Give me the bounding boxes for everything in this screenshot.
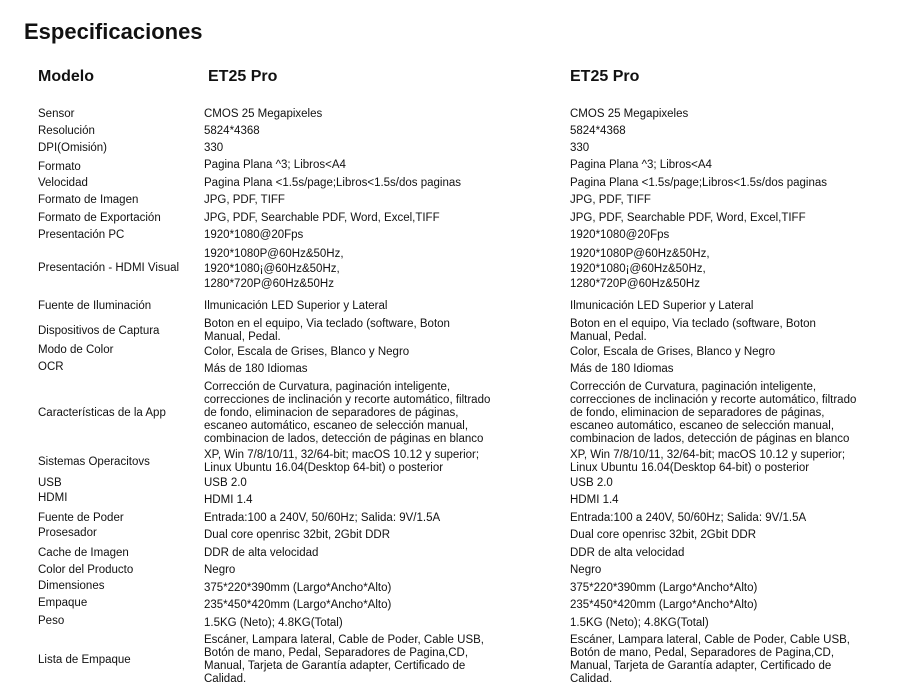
spec-value-line: 5824*4368 [570,125,626,137]
spec-value-line: de fondo, eliminacion de separadores de páginas, [570,407,825,419]
spec-row [0,634,900,686]
spec-value-a [204,449,544,475]
spec-value-line: escaneo automático, escaneo de selección manual, [204,420,469,432]
spec-value-line: Dual core openrisc 32bit, 2Gbit DDR [570,529,756,541]
spec-value-line: de fondo, eliminacion de separadores de páginas, [204,407,459,419]
spec-value-b [570,212,890,225]
spec-label: Presentación PC [38,229,125,241]
spec-value-b [570,617,890,630]
spec-value-line: DDR de alta velocidad [204,547,319,559]
spec-value-a [204,634,544,686]
spec-label: Sistemas Operacitovs [38,456,150,468]
spec-value-line: 375*220*390mm (Largo*Ancho*Alto) [570,582,758,594]
spec-value-a [204,212,544,225]
spec-value-line: Ilmunicación LED Superior y Lateral [204,300,388,312]
spec-value-line: 235*450*420mm (Largo*Ancho*Alto) [570,599,758,611]
spec-value-line: 1920*1080P@60Hz&50Hz, [570,248,710,260]
spec-value-line: Ilmunicación LED Superior y Lateral [570,300,754,312]
spec-value-a [204,599,544,612]
spec-label: Formato [38,161,81,173]
spec-value-line: 5824*4368 [204,125,260,137]
spec-value-line: Pagina Plana ^3; Libros<A4 [570,159,712,171]
spec-value-a [204,477,544,490]
spec-label: Velocidad [38,177,88,189]
spec-value-line: Corrección de Curvatura, paginación inteligente, [570,381,817,393]
spec-row [0,159,900,172]
spec-row [0,477,900,490]
spec-value-line: Más de 180 Idiomas [570,363,674,375]
spec-value-line: Manual, Tarjeta de Garantía adapter, Certificado de [204,660,466,672]
spec-row [0,125,900,138]
spec-row [0,212,900,225]
spec-value-line: Linux Ubuntu 16.04(Desktop 64-bit) o posterior [204,462,444,474]
spec-value-line: Boton en el equipo, Via teclado (software, Boton [204,318,450,330]
spec-label: Color del Producto [38,564,134,576]
spec-row [0,582,900,595]
spec-value-line: Color, Escala de Grises, Blanco y Negro [570,346,776,358]
spec-row [0,494,900,507]
spec-label: DPI(Omisión) [38,142,108,154]
spec-label: Cache de Imagen [38,547,129,559]
spec-value-line: Más de 180 Idiomas [204,363,308,375]
spec-value-line: combinacion de lados, detección de páginas en blanco [570,433,850,445]
spec-value-line: JPG, PDF, Searchable PDF, Word, Excel,TIFF [204,212,440,224]
spec-value-a [204,318,544,344]
spec-value-line: Calidad. [204,673,247,685]
spec-value-b [570,477,890,490]
spec-label: Lista de Empaque [38,654,131,666]
spec-value-a [204,108,544,121]
spec-value-line: Entrada:100 a 240V, 50/60Hz; Salida: 9V/1.5A [204,512,441,524]
spec-value-line: USB 2.0 [570,477,613,489]
model-column-b-header: ET25 Pro [570,68,640,85]
spec-value-line: XP, Win 7/8/10/11, 32/64-bit; macOS 10.12 y superior; [570,449,846,461]
spec-value-line: Dual core openrisc 32bit, 2Gbit DDR [204,529,390,541]
spec-value-line: HDMI 1.4 [570,494,619,506]
spec-value-a [204,363,544,376]
spec-row [0,617,900,630]
spec-label: Dimensiones [38,580,105,592]
spec-row [0,449,900,475]
spec-label: Prosesador [38,527,97,539]
spec-row [0,363,900,376]
spec-row [0,247,900,290]
page-title: Especificaciones [24,19,203,44]
spec-value-b [570,229,890,242]
spec-value-line: Calidad. [570,673,613,685]
spec-label: Fuente de Poder [38,512,124,524]
spec-value-line: 1920*1080P@60Hz&50Hz, [204,248,344,260]
spec-value-b [570,108,890,121]
spec-value-a [204,529,544,542]
spec-value-line: 1920*1080¡@60Hz&50Hz, [570,263,706,275]
spec-value-line: Manual, Pedal. [570,331,647,343]
spec-row [0,564,900,577]
spec-value-a [204,194,544,207]
spec-label: Dispositivos de Captura [38,325,160,337]
spec-value-line: 330 [570,142,590,154]
spec-label: Presentación - HDMI Visual [38,262,180,274]
spec-row [0,194,900,207]
spec-label: Modo de Color [38,344,114,356]
spec-value-line: USB 2.0 [204,477,247,489]
spec-value-line: Linux Ubuntu 16.04(Desktop 64-bit) o posterior [570,462,810,474]
spec-value-line: Negro [570,564,602,576]
spec-value-line: XP, Win 7/8/10/11, 32/64-bit; macOS 10.12 y superior; [204,449,480,461]
spec-value-b [570,363,890,376]
spec-label: Formato de Imagen [38,194,139,206]
spec-value-b [570,449,890,475]
spec-value-line: JPG, PDF, TIFF [204,194,285,206]
spec-row [0,229,900,242]
spec-value-line: Negro [204,564,236,576]
spec-value-a [204,300,544,313]
spec-value-line: Corrección de Curvatura, paginación inteligente, [204,381,451,393]
spec-value-b [570,159,890,172]
spec-value-a [204,582,544,595]
spec-value-b [570,512,890,525]
spec-value-a [204,346,544,359]
spec-row [0,177,900,190]
spec-value-line: 1280*720P@60Hz&50Hz [204,278,334,290]
spec-label: OCR [38,361,64,373]
spec-value-b [570,381,890,446]
spec-row [0,381,900,446]
spec-value-line: Entrada:100 a 240V, 50/60Hz; Salida: 9V/1.5A [570,512,807,524]
spec-value-line: HDMI 1.4 [204,494,253,506]
spec-value-line: Color, Escala de Grises, Blanco y Negro [204,346,410,358]
spec-value-a [204,229,544,242]
spec-value-b [570,547,890,560]
spec-value-a [204,494,544,507]
spec-value-b [570,634,890,686]
spec-value-line: Escáner, Lampara lateral, Cable de Poder, Cable USB, [570,634,850,646]
spec-value-line: Escáner, Lampara lateral, Cable de Poder, Cable USB, [204,634,484,646]
spec-row [0,300,900,313]
spec-value-b [570,529,890,542]
spec-value-b [570,494,890,507]
spec-value-b [570,318,890,344]
spec-label: Características de la App [38,407,166,419]
spec-value-line: Manual, Pedal. [204,331,281,343]
spec-label: USB [38,477,62,489]
spec-row [0,529,900,542]
spec-value-a [204,547,544,560]
spec-value-line: Pagina Plana <1.5s/page;Libros<1.5s/dos paginas [204,177,462,189]
spec-value-line: JPG, PDF, Searchable PDF, Word, Excel,TIFF [570,212,806,224]
spec-value-a [204,617,544,630]
spec-label: Resolución [38,125,95,137]
spec-row [0,142,900,155]
spec-value-line: 1.5KG (Neto); 4.8KG(Total) [204,617,343,629]
spec-value-line: 330 [204,142,224,154]
spec-value-b [570,582,890,595]
spec-value-line: Manual, Tarjeta de Garantía adapter, Certificado de [570,660,832,672]
spec-value-b [570,194,890,207]
spec-value-b [570,142,890,155]
spec-label: Sensor [38,108,75,120]
spec-value-a [204,247,544,292]
spec-value-line: correcciones de inclinación y recorte automático, filtrado [570,394,857,406]
spec-value-line: Botón de mano, Pedal, Separadores de Pagina,CD, [204,647,469,659]
spec-value-b [570,177,890,190]
spec-value-line: Pagina Plana <1.5s/page;Libros<1.5s/dos paginas [570,177,828,189]
spec-label: Peso [38,615,65,627]
spec-value-line: CMOS 25 Megapixeles [204,108,323,120]
model-column-a-header: ET25 Pro [208,68,278,85]
model-header: Modelo [38,68,94,85]
spec-value-a [204,177,544,190]
spec-value-b [570,125,890,138]
spec-value-line: 1280*720P@60Hz&50Hz [570,278,700,290]
spec-label: Formato de Exportación [38,212,161,224]
spec-value-line: combinacion de lados, detección de páginas en blanco [204,433,484,445]
spec-value-line: 375*220*390mm (Largo*Ancho*Alto) [204,582,392,594]
spec-value-line: correcciones de inclinación y recorte automático, filtrado [204,394,491,406]
spec-value-line: 1920*1080@20Fps [570,229,670,241]
spec-value-line: CMOS 25 Megapixeles [570,108,689,120]
spec-row [0,318,900,344]
spec-value-a [204,125,544,138]
spec-value-a [204,564,544,577]
spec-row [0,346,900,359]
spec-value-a [204,381,544,446]
spec-value-line: DDR de alta velocidad [570,547,685,559]
spec-value-line: 1.5KG (Neto); 4.8KG(Total) [570,617,709,629]
spec-value-line: escaneo automático, escaneo de selección manual, [570,420,835,432]
spec-value-line: 1920*1080@20Fps [204,229,304,241]
spec-value-b [570,564,890,577]
spec-value-line: 235*450*420mm (Largo*Ancho*Alto) [204,599,392,611]
spec-value-line: Boton en el equipo, Via teclado (software, Boton [570,318,816,330]
spec-row [0,547,900,560]
spec-value-line: 1920*1080¡@60Hz&50Hz, [204,263,340,275]
spec-row [0,512,900,525]
spec-value-line: Pagina Plana ^3; Libros<A4 [204,159,346,171]
spec-value-b [570,300,890,313]
spec-value-line: Botón de mano, Pedal, Separadores de Pagina,CD, [570,647,835,659]
spec-value-b [570,346,890,359]
spec-value-a [204,142,544,155]
spec-row [0,108,900,121]
spec-row [0,599,900,612]
spec-label: Fuente de Iluminación [38,300,152,312]
spec-value-b [570,247,890,292]
spec-value-line: JPG, PDF, TIFF [570,194,651,206]
spec-label: Empaque [38,597,88,609]
spec-value-a [204,159,544,172]
spec-value-a [204,512,544,525]
spec-value-b [570,599,890,612]
spec-label: HDMI [38,492,68,504]
